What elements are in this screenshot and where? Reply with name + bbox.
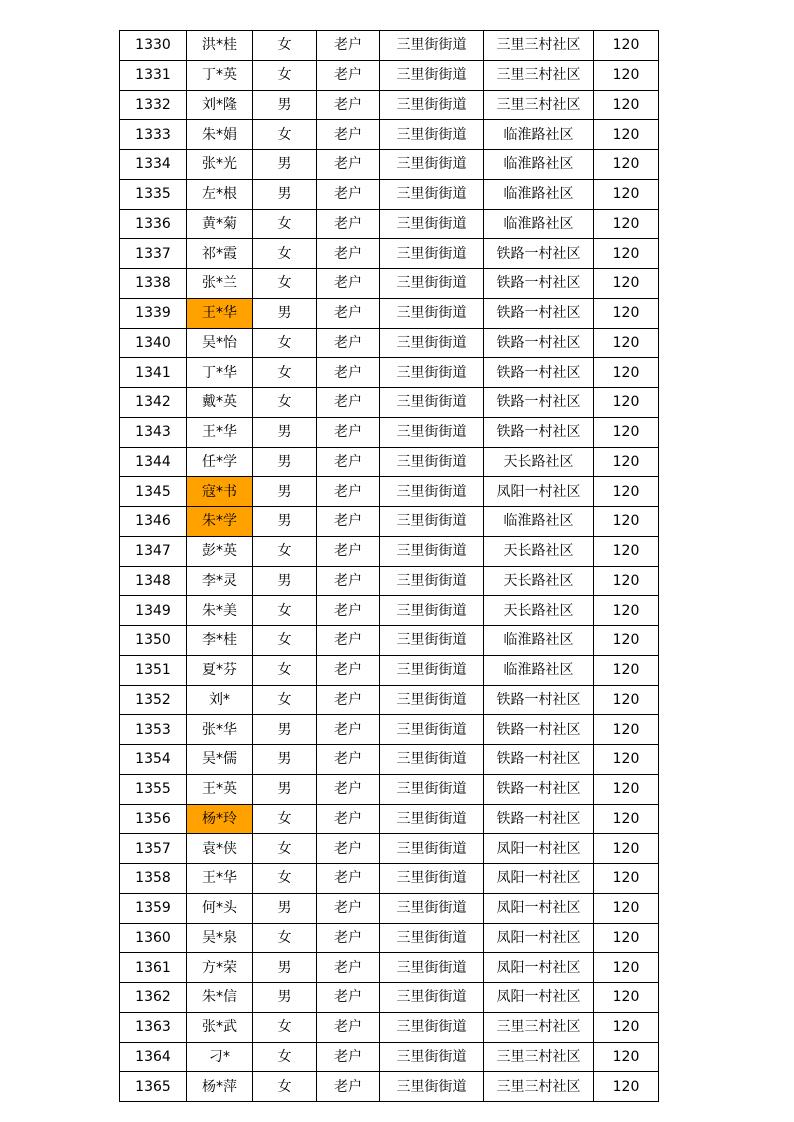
cell-gender: 男 xyxy=(253,774,317,804)
cell-id: 1362 xyxy=(120,983,187,1013)
table-row xyxy=(120,388,659,418)
cell-street: 三里街街道 xyxy=(380,417,484,447)
cell-category: 老户 xyxy=(317,31,380,61)
cell-id: 1352 xyxy=(120,685,187,715)
table-row xyxy=(120,209,659,239)
cell-community: 铁路一村社区 xyxy=(484,774,594,804)
cell-street: 三里街街道 xyxy=(380,328,484,358)
cell-category: 老户 xyxy=(317,209,380,239)
cell-id: 1340 xyxy=(120,328,187,358)
cell-amount: 120 xyxy=(594,209,659,239)
cell-id: 1336 xyxy=(120,209,187,239)
cell-amount: 120 xyxy=(594,953,659,983)
table-row xyxy=(120,179,659,209)
cell-amount: 120 xyxy=(594,864,659,894)
cell-amount: 120 xyxy=(594,60,659,90)
cell-gender: 女 xyxy=(253,269,317,299)
cell-street: 三里街街道 xyxy=(380,388,484,418)
cell-gender: 男 xyxy=(253,477,317,507)
cell-gender: 女 xyxy=(253,536,317,566)
cell-category: 老户 xyxy=(317,447,380,477)
table-row xyxy=(120,893,659,923)
cell-gender: 女 xyxy=(253,834,317,864)
cell-community: 凤阳一村社区 xyxy=(484,923,594,953)
cell-amount: 120 xyxy=(594,536,659,566)
cell-street: 三里街街道 xyxy=(380,1072,484,1102)
cell-id: 1338 xyxy=(120,269,187,299)
cell-amount: 120 xyxy=(594,388,659,418)
cell-id: 1335 xyxy=(120,179,187,209)
cell-name-highlighted: 朱*学 xyxy=(187,507,253,537)
cell-amount: 120 xyxy=(594,685,659,715)
cell-id: 1337 xyxy=(120,239,187,269)
table-row xyxy=(120,596,659,626)
cell-street: 三里街街道 xyxy=(380,864,484,894)
cell-name: 刁* xyxy=(187,1042,253,1072)
cell-gender: 男 xyxy=(253,566,317,596)
cell-amount: 120 xyxy=(594,774,659,804)
table-row xyxy=(120,953,659,983)
cell-community: 铁路一村社区 xyxy=(484,358,594,388)
cell-id: 1342 xyxy=(120,388,187,418)
cell-community: 三里三村社区 xyxy=(484,1072,594,1102)
cell-name: 杨*萍 xyxy=(187,1072,253,1102)
cell-category: 老户 xyxy=(317,566,380,596)
cell-id: 1344 xyxy=(120,447,187,477)
cell-category: 老户 xyxy=(317,715,380,745)
cell-id: 1331 xyxy=(120,60,187,90)
cell-amount: 120 xyxy=(594,923,659,953)
cell-community: 凤阳一村社区 xyxy=(484,893,594,923)
cell-category: 老户 xyxy=(317,239,380,269)
table-row xyxy=(120,328,659,358)
cell-category: 老户 xyxy=(317,893,380,923)
cell-amount: 120 xyxy=(594,804,659,834)
cell-community: 凤阳一村社区 xyxy=(484,953,594,983)
table-row xyxy=(120,31,659,61)
cell-community: 天长路社区 xyxy=(484,536,594,566)
cell-street: 三里街街道 xyxy=(380,566,484,596)
cell-street: 三里街街道 xyxy=(380,655,484,685)
cell-gender: 女 xyxy=(253,1042,317,1072)
cell-category: 老户 xyxy=(317,1072,380,1102)
table-row xyxy=(120,477,659,507)
cell-category: 老户 xyxy=(317,507,380,537)
cell-id: 1365 xyxy=(120,1072,187,1102)
cell-gender: 男 xyxy=(253,507,317,537)
cell-gender: 男 xyxy=(253,447,317,477)
cell-id: 1334 xyxy=(120,150,187,180)
cell-name: 任*学 xyxy=(187,447,253,477)
cell-name: 彭*英 xyxy=(187,536,253,566)
cell-street: 三里街街道 xyxy=(380,298,484,328)
cell-amount: 120 xyxy=(594,566,659,596)
cell-id: 1356 xyxy=(120,804,187,834)
table-row xyxy=(120,566,659,596)
cell-amount: 120 xyxy=(594,715,659,745)
cell-category: 老户 xyxy=(317,1042,380,1072)
cell-amount: 120 xyxy=(594,477,659,507)
cell-gender: 女 xyxy=(253,1012,317,1042)
cell-name: 张*武 xyxy=(187,1012,253,1042)
cell-gender: 男 xyxy=(253,893,317,923)
cell-amount: 120 xyxy=(594,983,659,1013)
cell-community: 铁路一村社区 xyxy=(484,269,594,299)
cell-street: 三里街街道 xyxy=(380,715,484,745)
cell-id: 1347 xyxy=(120,536,187,566)
cell-name: 张*华 xyxy=(187,715,253,745)
cell-category: 老户 xyxy=(317,626,380,656)
cell-community: 凤阳一村社区 xyxy=(484,477,594,507)
cell-category: 老户 xyxy=(317,596,380,626)
cell-gender: 女 xyxy=(253,626,317,656)
cell-category: 老户 xyxy=(317,298,380,328)
cell-name: 王*华 xyxy=(187,417,253,447)
cell-street: 三里街街道 xyxy=(380,953,484,983)
cell-amount: 120 xyxy=(594,834,659,864)
table-row xyxy=(120,685,659,715)
cell-community: 临淮路社区 xyxy=(484,655,594,685)
cell-id: 1360 xyxy=(120,923,187,953)
cell-amount: 120 xyxy=(594,417,659,447)
cell-name: 张*光 xyxy=(187,150,253,180)
cell-amount: 120 xyxy=(594,655,659,685)
cell-amount: 120 xyxy=(594,179,659,209)
cell-amount: 120 xyxy=(594,358,659,388)
cell-name: 洪*桂 xyxy=(187,31,253,61)
cell-id: 1345 xyxy=(120,477,187,507)
cell-name: 朱*信 xyxy=(187,983,253,1013)
cell-id: 1355 xyxy=(120,774,187,804)
cell-street: 三里街街道 xyxy=(380,358,484,388)
cell-street: 三里街街道 xyxy=(380,179,484,209)
cell-community: 铁路一村社区 xyxy=(484,388,594,418)
table-row xyxy=(120,1012,659,1042)
table-row xyxy=(120,1042,659,1072)
table-row xyxy=(120,239,659,269)
table-row xyxy=(120,626,659,656)
cell-community: 临淮路社区 xyxy=(484,150,594,180)
table-row xyxy=(120,120,659,150)
cell-community: 凤阳一村社区 xyxy=(484,864,594,894)
cell-street: 三里街街道 xyxy=(380,60,484,90)
cell-id: 1346 xyxy=(120,507,187,537)
cell-gender: 女 xyxy=(253,1072,317,1102)
cell-street: 三里街街道 xyxy=(380,834,484,864)
cell-id: 1350 xyxy=(120,626,187,656)
cell-community: 铁路一村社区 xyxy=(484,685,594,715)
cell-category: 老户 xyxy=(317,328,380,358)
cell-name-highlighted: 杨*玲 xyxy=(187,804,253,834)
cell-amount: 120 xyxy=(594,893,659,923)
table-row xyxy=(120,358,659,388)
cell-id: 1359 xyxy=(120,893,187,923)
cell-category: 老户 xyxy=(317,834,380,864)
cell-name: 吴*泉 xyxy=(187,923,253,953)
cell-name: 丁*英 xyxy=(187,60,253,90)
cell-name: 张*兰 xyxy=(187,269,253,299)
cell-gender: 女 xyxy=(253,864,317,894)
cell-id: 1343 xyxy=(120,417,187,447)
cell-street: 三里街街道 xyxy=(380,1042,484,1072)
cell-community: 三里三村社区 xyxy=(484,1042,594,1072)
table-row xyxy=(120,715,659,745)
cell-amount: 120 xyxy=(594,298,659,328)
table-row xyxy=(120,447,659,477)
cell-category: 老户 xyxy=(317,745,380,775)
cell-category: 老户 xyxy=(317,60,380,90)
cell-id: 1351 xyxy=(120,655,187,685)
cell-street: 三里街街道 xyxy=(380,31,484,61)
cell-name: 左*根 xyxy=(187,179,253,209)
table-row xyxy=(120,864,659,894)
cell-category: 老户 xyxy=(317,774,380,804)
cell-street: 三里街街道 xyxy=(380,477,484,507)
cell-id: 1332 xyxy=(120,90,187,120)
cell-category: 老户 xyxy=(317,388,380,418)
cell-id: 1364 xyxy=(120,1042,187,1072)
cell-community: 天长路社区 xyxy=(484,447,594,477)
cell-community: 铁路一村社区 xyxy=(484,417,594,447)
table-row xyxy=(120,298,659,328)
cell-amount: 120 xyxy=(594,1042,659,1072)
cell-name: 丁*华 xyxy=(187,358,253,388)
cell-community: 凤阳一村社区 xyxy=(484,834,594,864)
cell-name: 袁*侠 xyxy=(187,834,253,864)
cell-community: 三里三村社区 xyxy=(484,31,594,61)
cell-amount: 120 xyxy=(594,1012,659,1042)
cell-name: 吴*怡 xyxy=(187,328,253,358)
cell-community: 铁路一村社区 xyxy=(484,715,594,745)
cell-amount: 120 xyxy=(594,596,659,626)
cell-gender: 女 xyxy=(253,655,317,685)
cell-name: 方*荣 xyxy=(187,953,253,983)
cell-street: 三里街街道 xyxy=(380,447,484,477)
table-row xyxy=(120,745,659,775)
cell-gender: 男 xyxy=(253,417,317,447)
cell-amount: 120 xyxy=(594,269,659,299)
cell-gender: 男 xyxy=(253,983,317,1013)
table-row xyxy=(120,655,659,685)
cell-community: 临淮路社区 xyxy=(484,209,594,239)
cell-community: 临淮路社区 xyxy=(484,507,594,537)
cell-name: 吴*儒 xyxy=(187,745,253,775)
cell-amount: 120 xyxy=(594,745,659,775)
cell-name: 朱*娟 xyxy=(187,120,253,150)
cell-gender: 男 xyxy=(253,90,317,120)
cell-amount: 120 xyxy=(594,626,659,656)
table-row xyxy=(120,834,659,864)
cell-name: 戴*英 xyxy=(187,388,253,418)
cell-name: 刘*隆 xyxy=(187,90,253,120)
cell-category: 老户 xyxy=(317,983,380,1013)
table-row xyxy=(120,804,659,834)
cell-community: 临淮路社区 xyxy=(484,179,594,209)
cell-gender: 女 xyxy=(253,60,317,90)
cell-community: 天长路社区 xyxy=(484,596,594,626)
cell-category: 老户 xyxy=(317,358,380,388)
cell-id: 1357 xyxy=(120,834,187,864)
cell-id: 1353 xyxy=(120,715,187,745)
cell-street: 三里街街道 xyxy=(380,150,484,180)
cell-category: 老户 xyxy=(317,269,380,299)
cell-category: 老户 xyxy=(317,804,380,834)
cell-amount: 120 xyxy=(594,239,659,269)
cell-id: 1339 xyxy=(120,298,187,328)
cell-community: 铁路一村社区 xyxy=(484,745,594,775)
cell-community: 临淮路社区 xyxy=(484,626,594,656)
cell-id: 1330 xyxy=(120,31,187,61)
cell-street: 三里街街道 xyxy=(380,269,484,299)
cell-amount: 120 xyxy=(594,150,659,180)
roster-table xyxy=(119,30,659,1102)
cell-community: 铁路一村社区 xyxy=(484,239,594,269)
cell-id: 1349 xyxy=(120,596,187,626)
cell-gender: 女 xyxy=(253,685,317,715)
cell-name-highlighted: 寇*书 xyxy=(187,477,253,507)
cell-category: 老户 xyxy=(317,923,380,953)
cell-community: 凤阳一村社区 xyxy=(484,983,594,1013)
cell-street: 三里街街道 xyxy=(380,745,484,775)
cell-name: 朱*美 xyxy=(187,596,253,626)
cell-gender: 女 xyxy=(253,923,317,953)
table-row xyxy=(120,269,659,299)
cell-category: 老户 xyxy=(317,1012,380,1042)
cell-community: 三里三村社区 xyxy=(484,1012,594,1042)
cell-name: 王*华 xyxy=(187,864,253,894)
table-row xyxy=(120,774,659,804)
table-row xyxy=(120,507,659,537)
cell-street: 三里街街道 xyxy=(380,923,484,953)
cell-gender: 男 xyxy=(253,953,317,983)
table-row xyxy=(120,60,659,90)
cell-street: 三里街街道 xyxy=(380,90,484,120)
cell-street: 三里街街道 xyxy=(380,209,484,239)
cell-street: 三里街街道 xyxy=(380,804,484,834)
table-row xyxy=(120,983,659,1013)
cell-gender: 女 xyxy=(253,31,317,61)
cell-category: 老户 xyxy=(317,655,380,685)
cell-amount: 120 xyxy=(594,90,659,120)
cell-category: 老户 xyxy=(317,150,380,180)
cell-gender: 男 xyxy=(253,745,317,775)
cell-amount: 120 xyxy=(594,31,659,61)
cell-street: 三里街街道 xyxy=(380,685,484,715)
cell-gender: 女 xyxy=(253,388,317,418)
cell-street: 三里街街道 xyxy=(380,626,484,656)
cell-street: 三里街街道 xyxy=(380,536,484,566)
cell-id: 1363 xyxy=(120,1012,187,1042)
cell-gender: 男 xyxy=(253,179,317,209)
cell-street: 三里街街道 xyxy=(380,596,484,626)
table-row xyxy=(120,1072,659,1102)
cell-amount: 120 xyxy=(594,328,659,358)
cell-name: 王*英 xyxy=(187,774,253,804)
cell-gender: 女 xyxy=(253,120,317,150)
cell-id: 1348 xyxy=(120,566,187,596)
cell-category: 老户 xyxy=(317,477,380,507)
table-row xyxy=(120,150,659,180)
cell-amount: 120 xyxy=(594,120,659,150)
cell-id: 1361 xyxy=(120,953,187,983)
cell-category: 老户 xyxy=(317,179,380,209)
cell-amount: 120 xyxy=(594,1072,659,1102)
cell-gender: 男 xyxy=(253,298,317,328)
table-row xyxy=(120,90,659,120)
cell-community: 三里三村社区 xyxy=(484,90,594,120)
cell-community: 三里三村社区 xyxy=(484,60,594,90)
cell-street: 三里街街道 xyxy=(380,983,484,1013)
cell-gender: 男 xyxy=(253,150,317,180)
cell-gender: 女 xyxy=(253,804,317,834)
cell-name: 李*桂 xyxy=(187,626,253,656)
cell-amount: 120 xyxy=(594,447,659,477)
cell-gender: 女 xyxy=(253,209,317,239)
cell-name: 刘* xyxy=(187,685,253,715)
cell-community: 铁路一村社区 xyxy=(484,298,594,328)
cell-id: 1333 xyxy=(120,120,187,150)
cell-street: 三里街街道 xyxy=(380,120,484,150)
cell-name-highlighted: 王*华 xyxy=(187,298,253,328)
cell-id: 1341 xyxy=(120,358,187,388)
cell-category: 老户 xyxy=(317,536,380,566)
cell-street: 三里街街道 xyxy=(380,239,484,269)
cell-street: 三里街街道 xyxy=(380,893,484,923)
cell-gender: 女 xyxy=(253,358,317,388)
cell-community: 天长路社区 xyxy=(484,566,594,596)
cell-name: 黄*菊 xyxy=(187,209,253,239)
cell-gender: 女 xyxy=(253,239,317,269)
table-row xyxy=(120,417,659,447)
cell-street: 三里街街道 xyxy=(380,1012,484,1042)
cell-name: 夏*芬 xyxy=(187,655,253,685)
cell-category: 老户 xyxy=(317,120,380,150)
cell-name: 何*头 xyxy=(187,893,253,923)
cell-category: 老户 xyxy=(317,417,380,447)
cell-street: 三里街街道 xyxy=(380,507,484,537)
cell-street: 三里街街道 xyxy=(380,774,484,804)
cell-id: 1354 xyxy=(120,745,187,775)
cell-gender: 女 xyxy=(253,328,317,358)
table-row xyxy=(120,923,659,953)
cell-amount: 120 xyxy=(594,507,659,537)
cell-category: 老户 xyxy=(317,953,380,983)
table-row xyxy=(120,536,659,566)
cell-name: 李*灵 xyxy=(187,566,253,596)
cell-community: 铁路一村社区 xyxy=(484,804,594,834)
cell-gender: 男 xyxy=(253,715,317,745)
cell-community: 铁路一村社区 xyxy=(484,328,594,358)
cell-name: 祁*霞 xyxy=(187,239,253,269)
cell-community: 临淮路社区 xyxy=(484,120,594,150)
cell-id: 1358 xyxy=(120,864,187,894)
cell-gender: 女 xyxy=(253,596,317,626)
cell-category: 老户 xyxy=(317,864,380,894)
roster-body xyxy=(120,31,659,1102)
cell-category: 老户 xyxy=(317,90,380,120)
cell-category: 老户 xyxy=(317,685,380,715)
